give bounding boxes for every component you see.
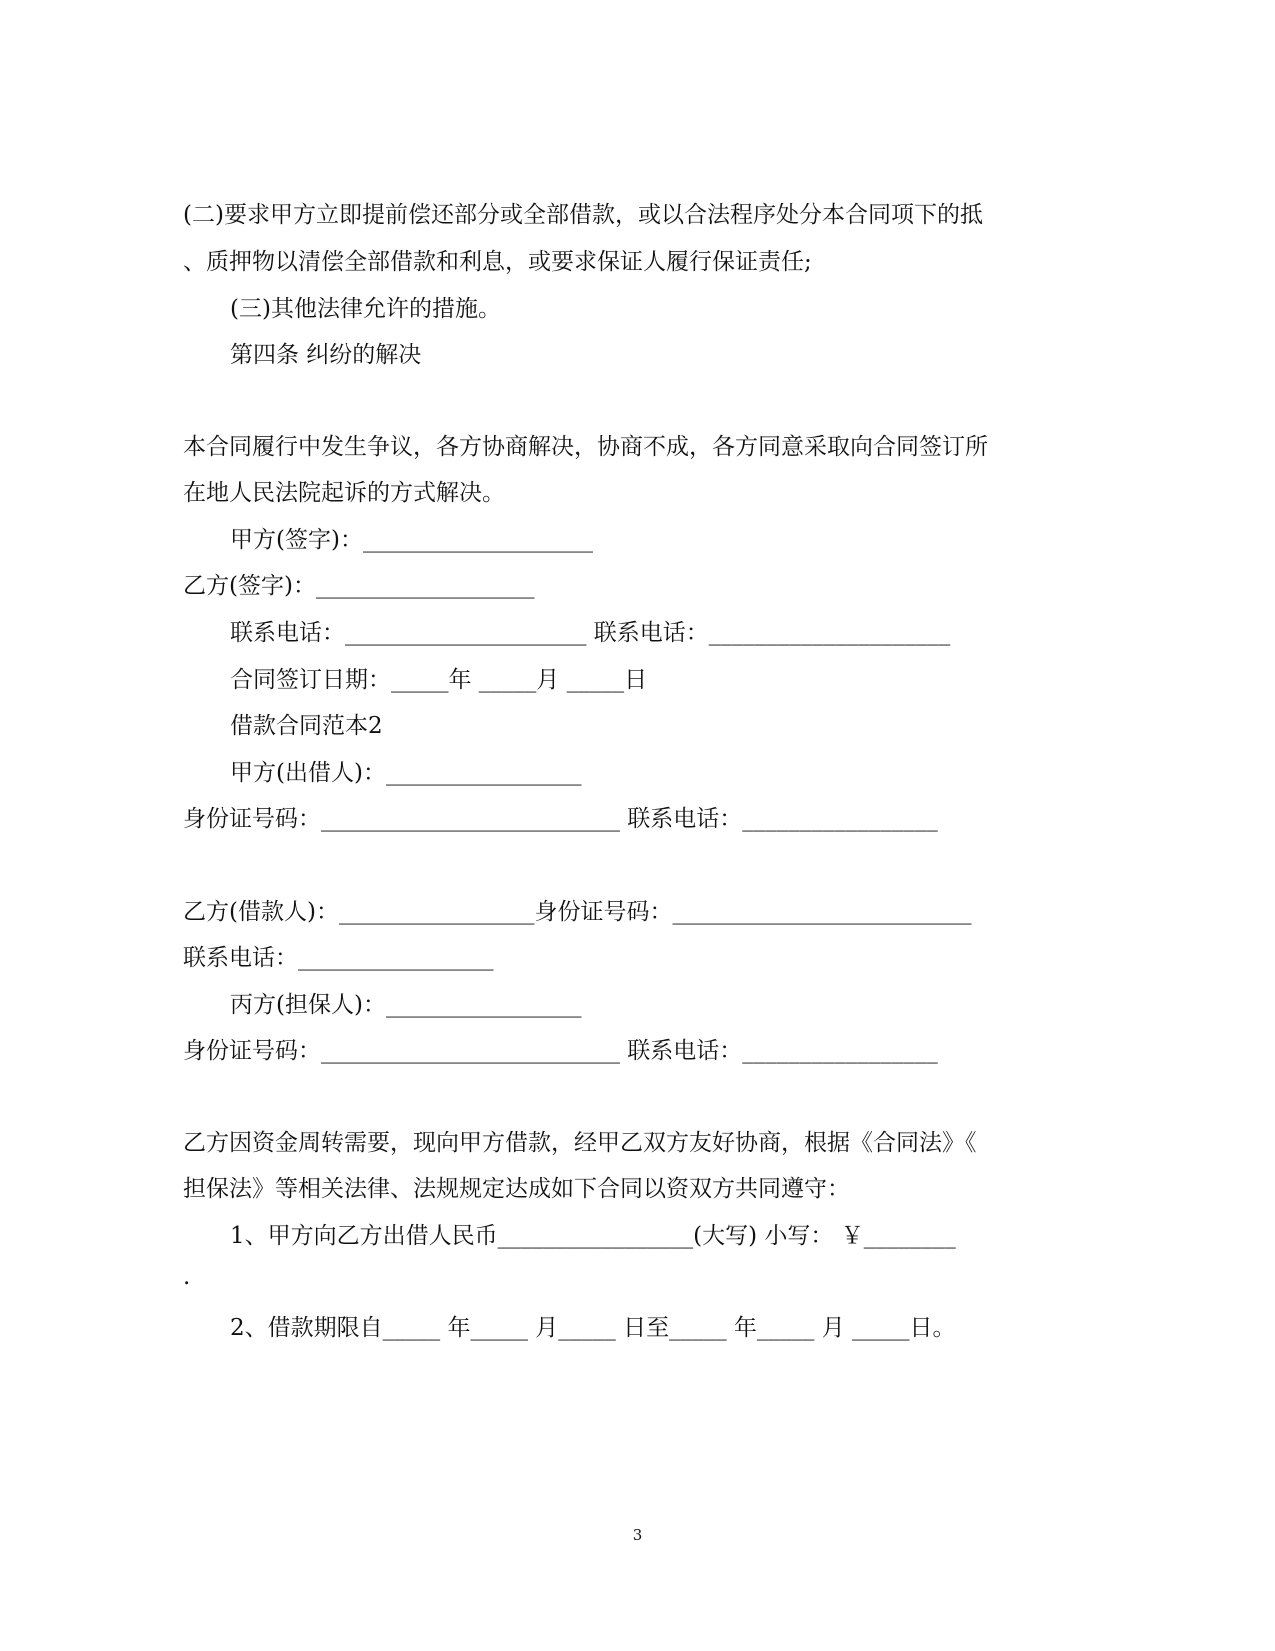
signature-line: 乙方(签字)：___________________ [183, 573, 535, 599]
text-line: 、质押物以清偿全部借款和利息，或要求保证人履行保证责任; [183, 249, 812, 275]
clause-line: 2、借款期限自_____ 年_____ 月_____ 日至_____ 年_____ 月 _____日。 [230, 1315, 956, 1341]
text-line: 在地人民法院起诉的方式解决。 [183, 480, 505, 506]
text-line: 本合同履行中发生争议，各方协商解决，协商不成，各方同意采取向合同签订所 [183, 434, 988, 460]
date-line: 合同签订日期：_____年 _____月 _____日 [230, 667, 648, 693]
document-title: 借款合同范本2 [230, 713, 383, 739]
party-line: 甲方(出借人)：_________________ [230, 760, 582, 786]
clause-line: 1、甲方向乙方出借人民币_________________(大写) 小写： ￥________ [230, 1223, 956, 1249]
text-line: (二)要求甲方立即提前偿还部分或全部借款，或以合法程序处分本合同项下的抵 [183, 202, 983, 228]
id-contact-line: 身份证号码：__________________________ 联系电话：_________________ [183, 806, 938, 832]
text-line: . [183, 1264, 191, 1290]
section-heading: 第四条 纠纷的解决 [230, 342, 422, 368]
id-contact-line: 身份证号码：__________________________ 联系电话：_________________ [183, 1038, 938, 1064]
contact-line: 联系电话：_________________ [183, 945, 494, 971]
page-number: 3 [632, 1526, 643, 1544]
contact-line: 联系电话：_____________________ 联系电话：_____________________ [230, 620, 951, 646]
signature-line: 甲方(签字)：____________________ [230, 527, 593, 553]
text-line: 乙方因资金周转需要，现向甲方借款，经甲乙双方友好协商，根据《合同法》《 [183, 1130, 977, 1156]
text-line: 担保法》等相关法律、法规规定达成如下合同以资双方共同遵守： [183, 1176, 850, 1202]
text-line: (三)其他法律允许的措施。 [230, 296, 501, 322]
party-line: 丙方(担保人)：_________________ [230, 992, 582, 1018]
party-line: 乙方(借款人)：_________________身份证号码：__________________________ [183, 899, 972, 925]
